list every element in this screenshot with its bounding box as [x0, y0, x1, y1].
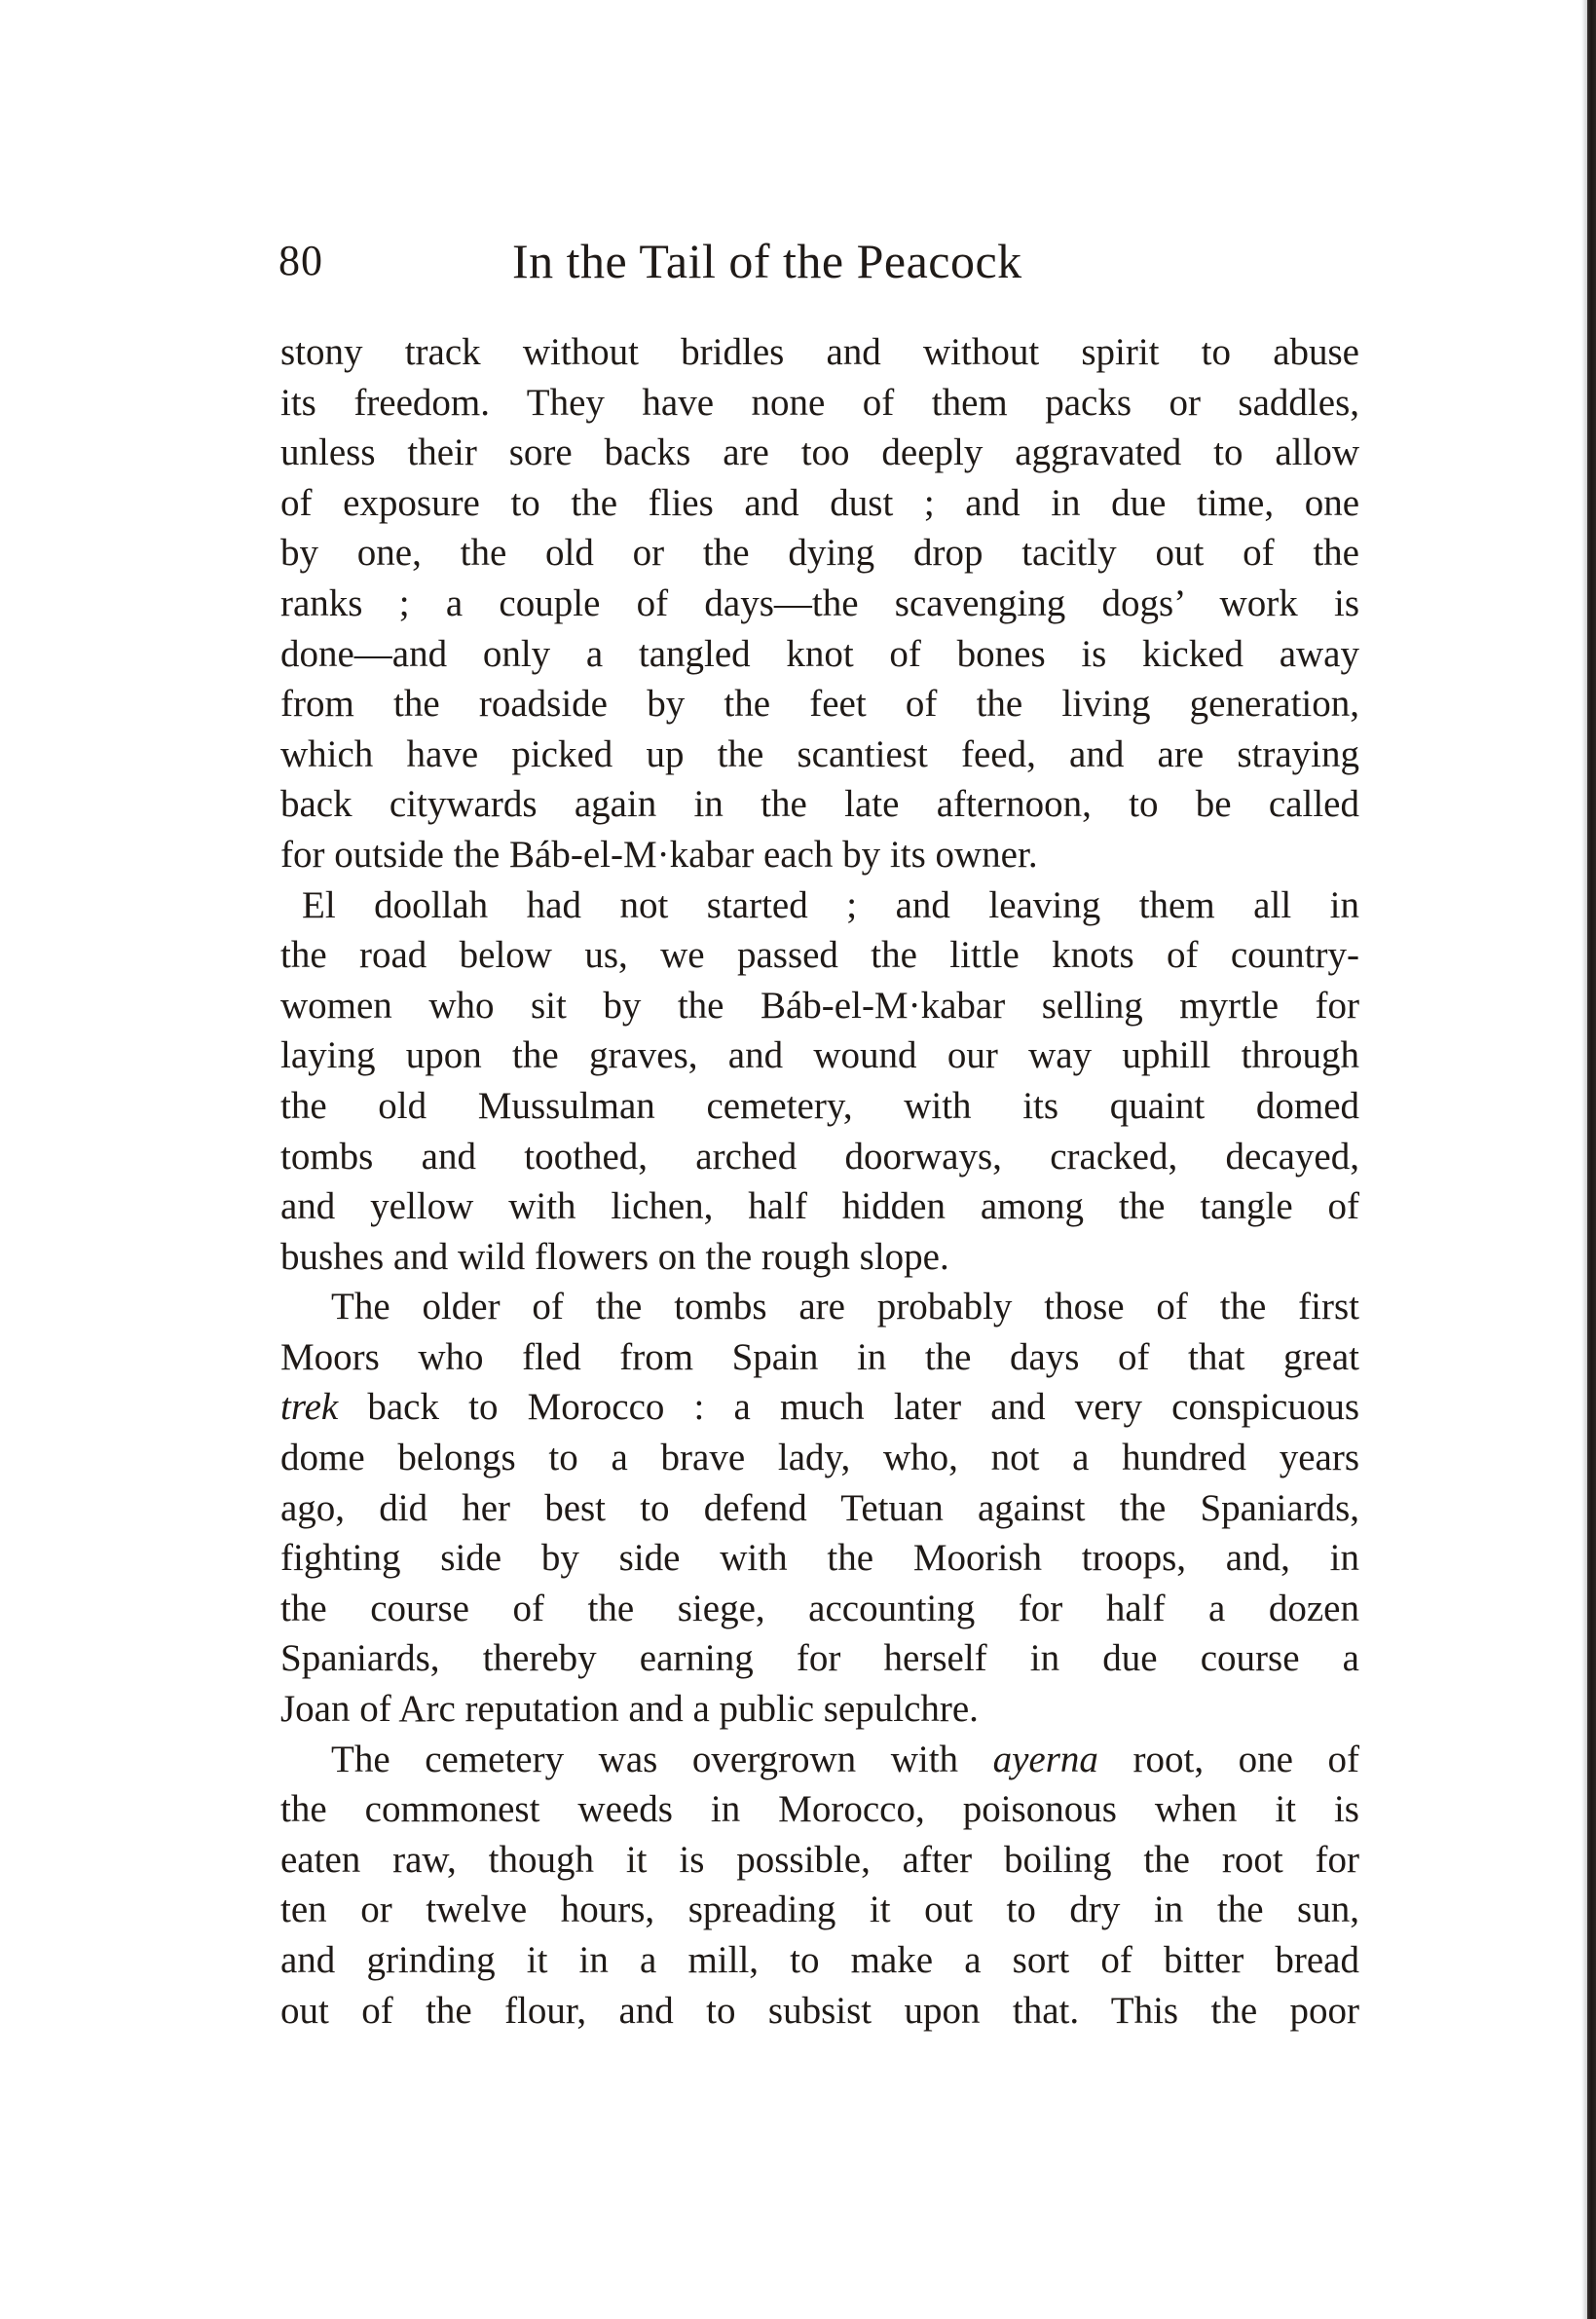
- text-line: [280, 1735, 1359, 1785]
- text-line: by one, the old or the dying drop tacitly out of the: [280, 532, 1359, 575]
- text-line: and yellow with lichen, half hidden among the tangle of: [280, 1185, 1359, 1228]
- text-line: the course of the siege, accounting for half a dozen: [280, 1587, 1359, 1629]
- text-line: dome belongs to a brave lady, who, not a hundred years: [280, 1437, 1359, 1479]
- text-line: Spaniards, thereby earning for herself in due course a: [280, 1637, 1359, 1680]
- text-line: its freedom. They have none of them packs or saddles,: [280, 381, 1359, 424]
- text-line: Moors who fled from Spain in the days of that great: [280, 1335, 1359, 1378]
- text-line: stony track without bridles and without spirit to abuse: [280, 331, 1359, 373]
- page-header: [0, 232, 1596, 290]
- text-line: The older of the tombs are probably those of the first: [331, 1286, 1359, 1328]
- text-line: from the roadside by the feet of the living generation,: [280, 683, 1359, 726]
- text-line: eaten raw, though it is possible, after boiling the root for: [280, 1838, 1359, 1881]
- text-line: back citywards again in the late afternoon, to be called: [280, 783, 1359, 826]
- text-line: the old Mussulman cemetery, with its quaint domed: [280, 1084, 1359, 1127]
- text-line: El doollah had not started ; and leaving them all in: [302, 883, 1359, 926]
- text-line: Joan of Arc reputation and a public sepulchre.: [280, 1688, 979, 1731]
- text-fragment: root, one of: [1097, 1738, 1359, 1780]
- italic-word: ayerna: [992, 1738, 1098, 1780]
- text-line: fighting side by side with the Moorish troops, and, in: [280, 1537, 1359, 1580]
- italic-word: trek: [280, 1386, 339, 1429]
- text-line: ranks ; a couple of days—the scavenging dogs’ work is: [280, 581, 1359, 624]
- text-fragment: back to Morocco : a much later and very conspicuous: [338, 1386, 1359, 1429]
- text-line: out of the flour, and to subsist upon that. This the poor: [280, 1989, 1359, 2032]
- text-line: ten or twelve hours, spreading it out to dry in the sun,: [280, 1889, 1359, 1931]
- text-line: ago, did her best to defend Tetuan against the Spaniards,: [280, 1486, 1359, 1529]
- text-line: the road below us, we passed the little knots of country-: [280, 934, 1359, 977]
- text-line: done—and only a tangled knot of bones is kicked away: [280, 632, 1359, 675]
- text-line: unless their sore backs are too deeply aggravated to allow: [280, 431, 1359, 474]
- text-line: women who sit by the Báb-el-M·kabar selling myrtle for: [280, 984, 1359, 1027]
- page-binding-edge: [1587, 0, 1596, 2319]
- running-title: In the Tail of the Peacock: [512, 234, 1022, 288]
- text-line: for outside the Báb-el-M·kabar each by its owner.: [280, 833, 1038, 876]
- text-line: [280, 1382, 1359, 1433]
- text-fragment: The cemetery was overgrown with: [331, 1738, 993, 1780]
- text-line: laying upon the graves, and wound our way uphill through: [280, 1034, 1359, 1077]
- text-line: and grinding it in a mill, to make a sort of bitter bread: [280, 1939, 1359, 1981]
- text-line: tombs and toothed, arched doorways, cracked, decayed,: [280, 1135, 1359, 1178]
- text-line: bushes and wild flowers on the rough slope.: [280, 1235, 949, 1278]
- text-line: the commonest weeds in Morocco, poisonous when it is: [280, 1788, 1359, 1831]
- text-line: of exposure to the flies and dust ; and in due time, one: [280, 481, 1359, 524]
- page-number: 80: [278, 237, 323, 284]
- body-text: [280, 327, 1359, 2036]
- text-line: which have picked up the scantiest feed, and are straying: [280, 732, 1359, 775]
